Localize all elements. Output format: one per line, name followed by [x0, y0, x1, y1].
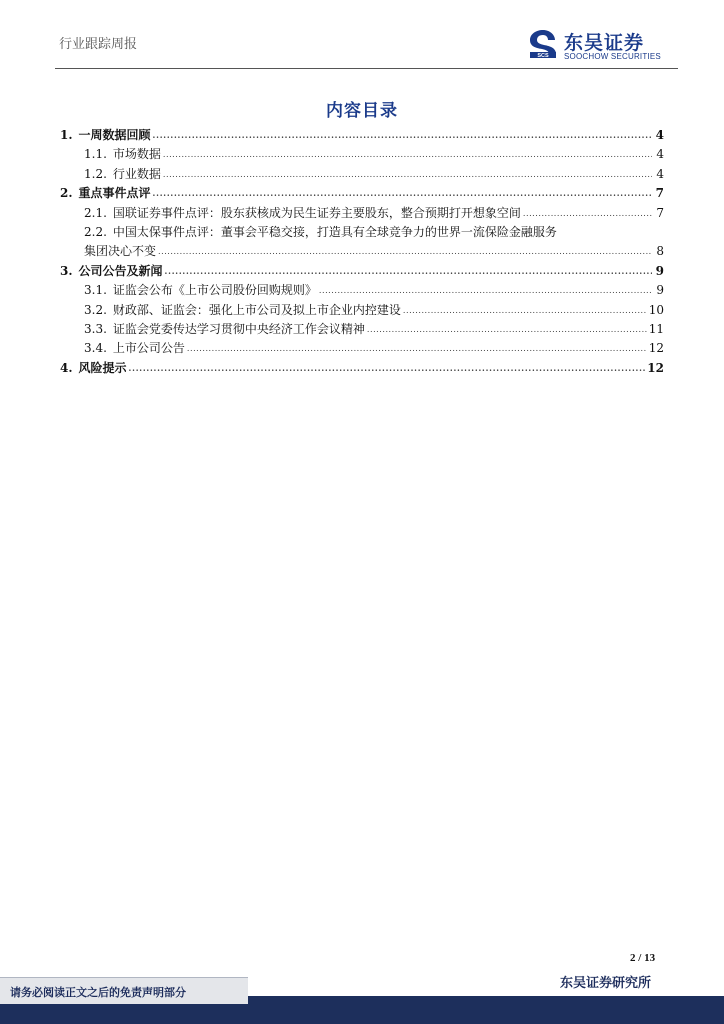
- toc-entry-title: 一周数据回顾: [78, 127, 151, 142]
- toc-leader-dots: [153, 125, 652, 145]
- toc-entry-number: 1.: [60, 127, 73, 142]
- toc-entry-page: 4: [656, 147, 664, 162]
- toc-leader-dots: [319, 280, 652, 300]
- svg-text:SCS: SCS: [537, 53, 549, 58]
- toc-entry-page: 11: [648, 321, 664, 336]
- disclaimer-box: [0, 977, 248, 1004]
- toc-entry-page: 12: [647, 360, 664, 375]
- toc-entry-title: 国联证券事件点评：股东获核成为民生证券主要股东，整合预期打开想象空间: [112, 205, 521, 220]
- toc-entry-title-line1: 中国太保事件点评：董事会平稳交接，打造具有全球竞争力的世界一流保险金融服务: [112, 224, 557, 239]
- toc-entry-number: 3.4.: [84, 341, 107, 356]
- toc-entry-number: 3.: [60, 263, 73, 278]
- toc-entry-3-2[interactable]: [60, 301, 664, 320]
- toc-entry-number: 2.2.: [84, 224, 107, 239]
- toc-entry-title: 证监会公布《上市公司股份回购规则》: [112, 283, 317, 298]
- toc-entry-title: 风险提示: [78, 360, 127, 375]
- table-of-contents: [60, 126, 664, 378]
- toc-entry-title: 证监会党委传达学习贯彻中央经济工作会议精神: [112, 321, 365, 336]
- toc-entry-1[interactable]: [60, 126, 664, 145]
- toc-entry-title-line2: 集团决心不变: [84, 244, 157, 259]
- toc-entry-page: 7: [656, 205, 664, 220]
- toc-entry-2[interactable]: [60, 184, 664, 203]
- toc-entry-page: 4: [656, 166, 664, 181]
- toc-entry-1-2[interactable]: [60, 165, 664, 184]
- toc-leader-dots: [158, 241, 652, 261]
- toc-entry-3-3[interactable]: [60, 320, 664, 339]
- toc-entry-number: 3.3.: [84, 321, 107, 336]
- header-divider: [55, 68, 678, 69]
- footer-organization: 东吴证券研究所: [560, 976, 652, 991]
- toc-entry-number: 2.: [60, 186, 73, 201]
- toc-leader-dots: [163, 144, 652, 164]
- toc-entry-number: 2.1.: [84, 205, 107, 220]
- toc-entry-2-1[interactable]: [60, 204, 664, 223]
- toc-entry-title: 上市公司公告: [112, 341, 185, 356]
- disclaimer-text: 请务必阅读正文之后的免责声明部分: [10, 986, 186, 999]
- page-number: [630, 952, 655, 964]
- toc-leader-dots: [187, 338, 647, 358]
- page-current: 2: [630, 952, 636, 964]
- toc-entry-title: 行业数据: [112, 166, 161, 181]
- toc-entry-title: 财政部、证监会：强化上市公司及拟上市企业内控建设: [112, 302, 401, 317]
- page-total: 13: [644, 952, 656, 964]
- toc-entry-3-1[interactable]: [60, 281, 664, 300]
- toc-entry-page: 10: [648, 302, 664, 317]
- toc-leader-dots: [165, 261, 652, 281]
- toc-entry-title: 公司公告及新闻: [78, 263, 163, 278]
- page-separator: /: [638, 952, 642, 964]
- toc-entry-number: 1.2.: [84, 166, 107, 181]
- toc-entry-page: 8: [656, 244, 664, 259]
- logo-chinese-name: 东吴证券: [564, 32, 645, 54]
- toc-entry-page: 9: [655, 263, 664, 278]
- toc-entry-number: 4.: [60, 360, 73, 375]
- toc-entry-1-1[interactable]: [60, 145, 664, 164]
- toc-entry-number: 3.2.: [84, 302, 107, 317]
- toc-entry-3[interactable]: [60, 262, 664, 281]
- toc-leader-dots: [163, 164, 652, 184]
- toc-entry-number: 3.1.: [84, 283, 107, 298]
- toc-entry-4[interactable]: [60, 359, 664, 378]
- report-type-label: 行业跟踪周报: [59, 37, 138, 52]
- toc-entry-page: 9: [656, 283, 664, 298]
- toc-entry-3-4[interactable]: [60, 339, 664, 358]
- toc-leader-dots: [523, 203, 652, 223]
- toc-leader-dots: [153, 183, 652, 203]
- toc-title: 内容目录: [326, 101, 398, 121]
- toc-entry-title: 重点事件点评: [78, 186, 151, 201]
- toc-entry-page: 7: [655, 186, 664, 201]
- toc-entry-2-2[interactable]: [60, 223, 664, 262]
- toc-entry-number: 1.1.: [84, 147, 107, 162]
- logo-english-name: SOOCHOW SECURITIES: [564, 52, 661, 61]
- logo-mark-icon: [528, 28, 558, 58]
- toc-leader-dots: [367, 319, 647, 339]
- toc-entry-page: 12: [648, 341, 664, 356]
- toc-entry-page: 4: [655, 127, 664, 142]
- toc-entry-title: 市场数据: [112, 147, 161, 162]
- company-logo: [528, 28, 678, 64]
- toc-leader-dots: [129, 358, 646, 378]
- toc-leader-dots: [403, 300, 647, 320]
